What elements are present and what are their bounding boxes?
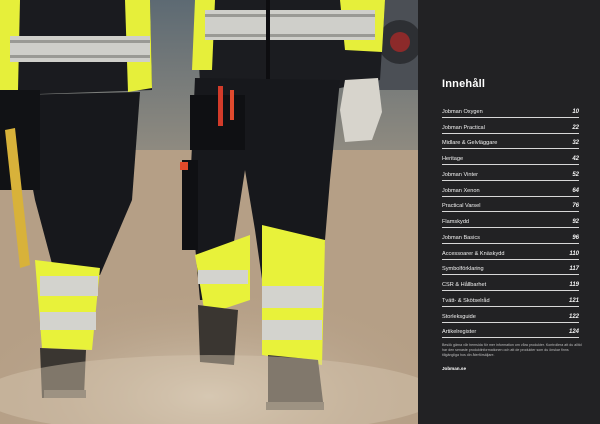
toc-item-label: Jobman Practical: [442, 124, 485, 131]
toc-item-page: 121: [568, 297, 579, 304]
toc-item-page: 10: [572, 108, 579, 115]
toc-item[interactable]: [442, 197, 579, 213]
toc-item-page: 119: [569, 282, 579, 288]
toc-item[interactable]: [442, 228, 579, 244]
toc-item-page: 32: [572, 140, 579, 147]
toc-item-page: 124: [568, 329, 579, 336]
toc-item[interactable]: [442, 149, 579, 165]
website-link[interactable]: Jobman.se: [442, 366, 466, 371]
toc-item-label: Midlare & Gelvläggare: [442, 140, 498, 147]
toc-item[interactable]: [442, 118, 579, 134]
toc-item-label: Flamskydd: [442, 219, 470, 225]
toc-item-page: 117: [569, 266, 579, 273]
toc-item-page: 110: [569, 250, 579, 257]
toc-footnote: Besök gärna vår hemsida för mer information om våra produkter. Kontrollera att du alltid har den senaste produktinformationen och att de produkter som du önskar finns tillgängliga hos din återförsäljare.: [442, 343, 582, 358]
toc-item[interactable]: [442, 307, 579, 323]
toc-item-page: 92: [572, 219, 579, 225]
toc-item[interactable]: [442, 260, 579, 276]
toc-item[interactable]: [442, 291, 579, 307]
toc-item-label: Practical Varsel: [442, 203, 481, 210]
toc-list: [442, 102, 579, 338]
toc-item[interactable]: [442, 323, 579, 339]
toc-item-label: Accessoarer & Knäskydd: [442, 250, 505, 257]
toc-item-label: Storleksguide: [442, 313, 476, 320]
toc-title: Innehåll: [442, 78, 486, 90]
toc-item-page: 42: [572, 156, 579, 162]
toc-item[interactable]: [442, 102, 579, 118]
toc-item-page: 64: [572, 187, 579, 194]
toc-item-page: 122: [568, 313, 579, 320]
toc-item-page: 52: [572, 171, 579, 178]
toc-item[interactable]: [442, 244, 579, 260]
toc-item[interactable]: [442, 275, 579, 291]
table-of-contents-panel: [418, 0, 600, 424]
toc-item-label: Jobman Xenon: [442, 187, 480, 194]
toc-item-label: Jobman Oxygen: [442, 108, 483, 115]
toc-item-label: Artikelregister: [442, 329, 477, 336]
toc-item-page: 96: [572, 234, 579, 241]
toc-item[interactable]: [442, 165, 579, 181]
toc-item-label: Tvätt- & Skötselråd: [442, 297, 490, 304]
toc-item-label: Symbolförklaring: [442, 266, 484, 273]
toc-item-label: Jobman Vinter: [442, 171, 478, 178]
toc-item[interactable]: [442, 134, 579, 150]
toc-item-page: 76: [572, 203, 579, 210]
toc-item-label: CSR & Hållbarhet: [442, 282, 487, 288]
toc-item-page: 22: [572, 124, 579, 131]
toc-item[interactable]: [442, 181, 579, 197]
toc-item-label: Jobman Basics: [442, 234, 480, 241]
toc-item-label: Heritage: [442, 156, 464, 162]
toc-item[interactable]: [442, 212, 579, 228]
